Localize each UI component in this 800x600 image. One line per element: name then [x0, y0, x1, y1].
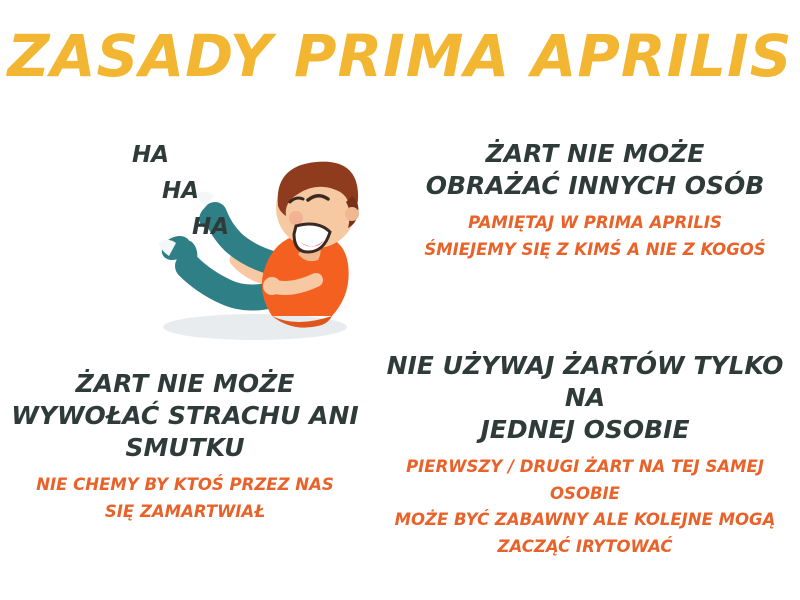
rule-fear-subtext: [10, 472, 360, 525]
rule-offense-subtext-line-2: ŚMIEJEMY SIĘ Z KIMŚ A NIE Z KOGOŚ: [424, 239, 766, 259]
rule-one-person-heading: [380, 350, 790, 446]
page-title: ZASADY PRIMA APRILIS: [7, 22, 793, 90]
rule-fear: [10, 368, 360, 525]
laugh-text-1: HA: [132, 142, 170, 168]
rule-one-person-subtext-line-1: PIERWSZY / DRUGI ŻART NA TEJ SAMEJ OSOBIE: [406, 457, 764, 503]
rule-offense-heading-line-2: OBRAŻAĆ INNYCH OSÓB: [425, 171, 765, 200]
rule-one-person-subtext-line-2: MOŻE BYĆ ZABAWNY ALE KOLEJNE MOGĄ: [394, 510, 776, 530]
rule-one-person-subtext-line-3: ZACZĄĆ IRYTOWAĆ: [497, 537, 673, 557]
laugh-text-3: HA: [192, 214, 230, 240]
rule-offense-subtext: [400, 210, 790, 263]
rule-one-person: [380, 350, 790, 561]
rule-offense-subtext-line-1: PAMIĘTAJ W PRIMA APRILIS: [468, 213, 722, 232]
rule-fear-heading: [10, 368, 360, 464]
rule-offense-heading-line-1: ŻART NIE MOŻE: [485, 139, 705, 168]
rule-one-person-heading-line-1: NIE UŻYWAJ ŻARTÓW TYLKO NA: [386, 351, 784, 412]
rule-one-person-heading-line-2: JEDNEJ OSOBIE: [480, 415, 690, 444]
rule-one-person-subtext: [380, 454, 790, 561]
rule-fear-heading-line-2: WYWOŁAĆ STRACHU ANI: [11, 401, 359, 430]
rule-fear-heading-line-1: ŻART NIE MOŻE: [75, 369, 295, 398]
laughing-boy-illustration: [120, 130, 370, 345]
rule-fear-subtext-line-1: NIE CHEMY BY KTOŚ PRZEZ NAS: [36, 475, 334, 494]
rule-offense: [400, 138, 790, 263]
rule-fear-subtext-line-2: SIĘ ZAMARTWIAŁ: [104, 501, 266, 521]
rule-offense-heading: [400, 138, 790, 202]
laugh-text-2: HA: [162, 178, 200, 204]
rule-fear-heading-line-3: SMUTKU: [125, 433, 245, 462]
